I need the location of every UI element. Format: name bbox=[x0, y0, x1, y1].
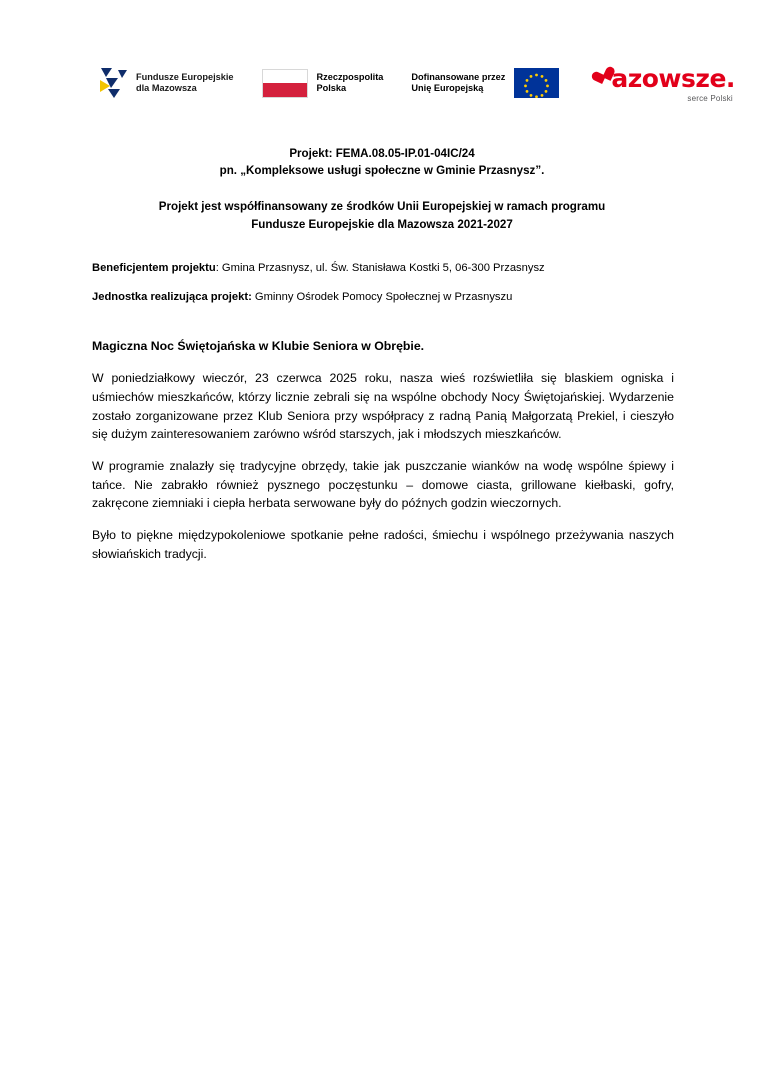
article-paragraph: W programie znalazły się tradycyjne obrzędy, takie jak puszczanie wianków na wodę wspólne śpiewy i tańce. Nie zabrakło również pysznego poczęstunku – domowe ciasta, grillowane kiełbaski, gofry, zakręcone ziemniaki i ciepła herbata serwowane były do późnych godzin wieczornych. bbox=[92, 459, 674, 511]
eu-funds-logo-text bbox=[136, 72, 234, 95]
article-paragraph: W poniedziałkowy wieczór, 23 czerwca 2025 roku, nasza wieś rozświetliła się blaskiem ogniska i uśmiechów mieszkańców, którzy licznie zebrali się na wspólne obchody Nocy Świętojańskiej. Wydarzenie zostało zorganizowane przez Klub Seniora przy współpracy z radną Panią Małgorzatą Prekiel, i cieszyło się dużym zainteresowaniem zarówno wśród starszych, jak i młodszych mieszkańców. bbox=[92, 371, 674, 442]
beneficiary-value: : Gmina Przasnysz, ul. Św. Stanisława Kostki 5, 06-300 Przasnysz bbox=[215, 261, 545, 274]
implementing-unit-value: Gminny Ośrodek Pomocy Społecznej w Przasnyszu bbox=[251, 290, 513, 303]
project-name: pn. „Kompleksowe usługi społeczne w Gminie Przasnysz”. bbox=[219, 164, 545, 178]
republic-line2: Polska bbox=[316, 83, 347, 93]
eu-funds-logo bbox=[98, 60, 234, 106]
article-title: Magiczna Noc Świętojańska w Klubie Seniora w Obrębie. bbox=[92, 339, 425, 354]
project-number: Projekt: FEMA.08.05-IP.01-04IC/24 bbox=[289, 147, 475, 160]
mazowsze-tagline: serce Polski bbox=[687, 93, 733, 103]
beneficiary-row bbox=[90, 260, 674, 277]
eu-funds-line1: Fundusze Europejskie bbox=[136, 71, 234, 82]
cofinancing-line1: Projekt jest współfinansowany ze środków Unii Europejskiej w ramach programu bbox=[158, 199, 606, 213]
cofunded-by-eu-logo bbox=[411, 60, 559, 106]
mazowsze-wordmark bbox=[593, 64, 735, 93]
logo-strip bbox=[90, 55, 735, 111]
implementing-unit-row bbox=[90, 289, 674, 306]
cofunded-logo-text bbox=[411, 72, 505, 95]
article-paragraph: Było to piękne międzypokoleniowe spotkanie pełne radości, śmiechu i wspólnego przeżywania naszych słowiańskich tradycji. bbox=[92, 528, 674, 561]
republic-of-poland-logo bbox=[262, 60, 384, 106]
mazowsze-logo bbox=[593, 60, 735, 106]
eu-flag-icon bbox=[514, 68, 559, 98]
mazowsze-word-text: azowsze. bbox=[611, 63, 735, 93]
eu-funds-line2: dla Mazowsza bbox=[136, 83, 197, 93]
mazowsze-heart-icon bbox=[591, 68, 612, 89]
cofinancing-line2: Fundusze Europejskie dla Mazowsza 2021-2027 bbox=[251, 217, 513, 231]
republic-logo-text bbox=[317, 72, 384, 95]
implementing-unit-label: Jednostka realizująca projekt: bbox=[92, 290, 252, 303]
republic-line1: Rzeczpospolita bbox=[316, 71, 384, 82]
eu-funds-stars-icon bbox=[98, 66, 128, 100]
cofunded-line2: Unię Europejską bbox=[411, 83, 484, 93]
polish-flag-icon bbox=[262, 69, 308, 98]
project-header bbox=[90, 145, 674, 180]
beneficiary-label: Beneficjentem projektu bbox=[92, 261, 216, 274]
cofunded-line1: Dofinansowane przez bbox=[411, 71, 506, 82]
project-cofinancing bbox=[90, 198, 674, 234]
